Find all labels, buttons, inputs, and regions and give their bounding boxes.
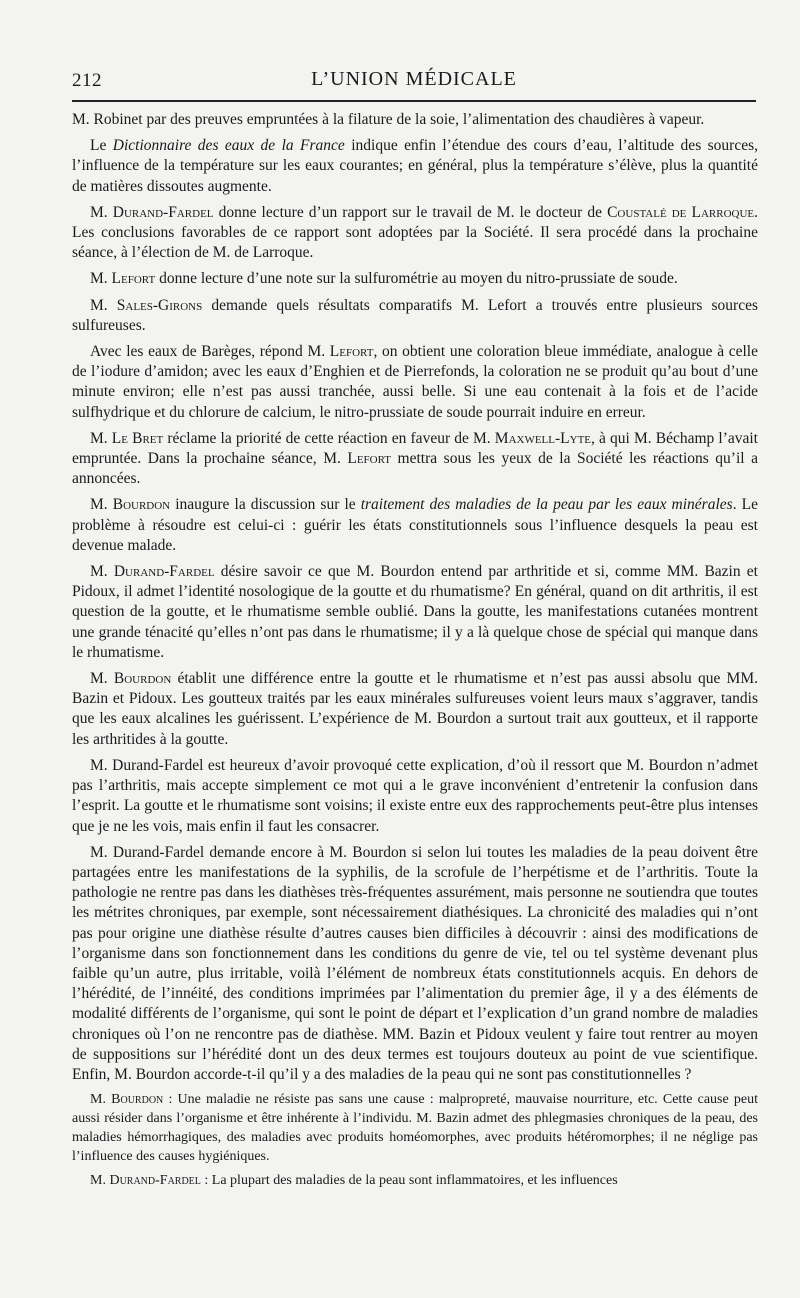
page-number: 212 bbox=[72, 70, 102, 91]
paragraph: M. Bourdon inaugure la discussion sur le traitement des maladies de la peau par les eaux minérales. Le problème à résoudre est celui-ci : guérir les états constitutionnels sous l’influence desquels la peau est devenue malade. bbox=[72, 496, 758, 554]
paragraph: M. Durand-Fardel désire savoir ce que M. Bourdon entend par arthritide et si, comme MM. Bazin et Pidoux, il admet l’identité nosologique de la goutte et du rhumatisme? En général, quand on dit arthritis, il est question de la goutte, et le rhumatisme semble oublié. Dans la goutte, les manifestations cutanées montrent une grande ténacité qu’elles n’ont pas dans le rhumatisme; il y a là quelque chose de spécial qui manque dans le rhumatisme. bbox=[72, 563, 758, 661]
paragraph: Avec les eaux de Barèges, répond M. Lefort, on obtient une coloration bleue immédiate, analogue à celle de l’iodure d’amidon; avec les eaux d’Enghien et de Pierrefonds, la coloration ne se produit qu’au bout d’une minute environ; elle n’est pas aussi tranchée, aussi belle. Si une eau contenait à la fois et de l’acide sulfhydrique et du chlorure de calcium, le nitro-prussiate de soude pourrait induire en erreur. bbox=[72, 343, 758, 421]
journal-title: L’UNION MÉDICALE bbox=[311, 68, 517, 90]
paragraph: M. Sales-Girons demande quels résultats comparatifs M. Lefort a trouvés entre plusieurs sources sulfureuses. bbox=[72, 296, 758, 334]
paragraph: M. Bourdon : Une maladie ne résiste pas sans une cause : malpropreté, mauvaise nourriture, etc. Cette cause peut aussi résider dans l’organisme et être inhérente à l’individu. M. Bazin admet des phlegmasies chroniques de la peau, des maladies hémorrhagiques, des maladies avec produits homéomorphes, avec produits hétéromorphes; il ne néglige pas l’influence des causes hygiéniques. bbox=[72, 1092, 758, 1164]
paragraph: M. Durand-Fardel : La plupart des maladies de la peau sont inflammatoires, et les influences bbox=[90, 1173, 618, 1189]
paragraph: M. Durand-Fardel demande encore à M. Bourdon si selon lui toutes les maladies de la peau doivent être partagées entre les manifestations de la syphilis, de la scrofule de l’herpétisme et de l’arthritis. Toute la pathologie ne rentre pas dans les diathèses très-fréquentes assurément, mais personne ne soutiendra que toutes les métrites chroniques, par exemple, sont nécessairement diathésiques. La chronicité des maladies qui n’ont pas pour origine une diathèse résulte d’autres causes bien difficiles à découvrir : ainsi des modifications de l’organisme dans son fonctionnement dans les conditions du genre de vie, tel ou tel système devenant plus faible qu’un autre, plus irritable, voilà l’élément de nombreux états constitutionnels acquis. En dehors de l’hérédité, de l’innéité, des conditions imprimées par l’alimentation du premier âge, il y a des éléments de modalité différents de l’organisme, qui sont le point de départ et l’explication d’un grand nombre de maladies chroniques où l’on ne rencontre pas de diathèse. MM. Bazin et Pidoux veulent y faire tout rentrer au moyen de suppositions sur l’hérédité dont un des deux termes est toujours douteux au point de vue scientifique. Enfin, M. Bourdon accorde-t-il qu’il y a des maladies de la peau qui ne sont pas constitutionnelles ? bbox=[72, 843, 758, 1083]
paragraph: M. Durand-Fardel est heureux d’avoir provoqué cette explication, d’où il ressort que M. Bourdon n’admet pas l’arthritis, mais accepte simplement ce mot qui a le grave inconvénient d’entretenir la confusion dans l’esprit. La goutte et le rhumatisme sont voisins; il existe entre eux des rapprochements peut-être plus intenses que je ne les vois, mais enfin il faut les consacrer. bbox=[72, 756, 758, 835]
article-body bbox=[72, 110, 758, 1197]
paragraph: M. Lefort donne lecture d’une note sur la sulfurométrie au moyen du nitro-prussiate de soude. bbox=[90, 270, 678, 288]
header-rule bbox=[72, 100, 756, 102]
paragraph: M. Robinet par des preuves empruntées à la filature de la soie, l’alimentation des chaudières à vapeur. bbox=[72, 111, 705, 128]
page-header bbox=[72, 68, 756, 98]
paragraph: M. Le Bret réclame la priorité de cette réaction en faveur de M. Maxwell-Lyte, à qui M. Béchamp l’avait empruntée. Dans la prochaine séance, M. Lefort mettra sous les yeux de la Société les réactions qu’il a annoncées. bbox=[72, 429, 758, 488]
paragraph: Le Dictionnaire des eaux de la France indique enfin l’étendue des cours d’eau, l’altitude des sources, l’influence de la température sur les eaux courantes; en général, plus la température s’élève, plus la quantité de matières dissoutes augmente. bbox=[72, 137, 758, 195]
paragraph: M. Durand-Fardel donne lecture d’un rapport sur le travail de M. le docteur de Coustalé de Larroque. Les conclusions favorables de ce rapport sont adoptées par la Société. Il sera procédé dans la prochaine séance, à l’élection de M. de Larroque. bbox=[72, 203, 758, 262]
paragraph: M. Bourdon établit une différence entre la goutte et le rhumatisme et n’est pas aussi absolu que MM. Bazin et Pidoux. Les goutteux traités par les eaux minérales sulfureuses voient leurs maux s’aggraver, tandis que les eaux alcalines les guérissent. L’expérience de M. Bourdon a surtout trait aux goutteux, et il rapporte les arthritides à la goutte. bbox=[72, 670, 758, 748]
